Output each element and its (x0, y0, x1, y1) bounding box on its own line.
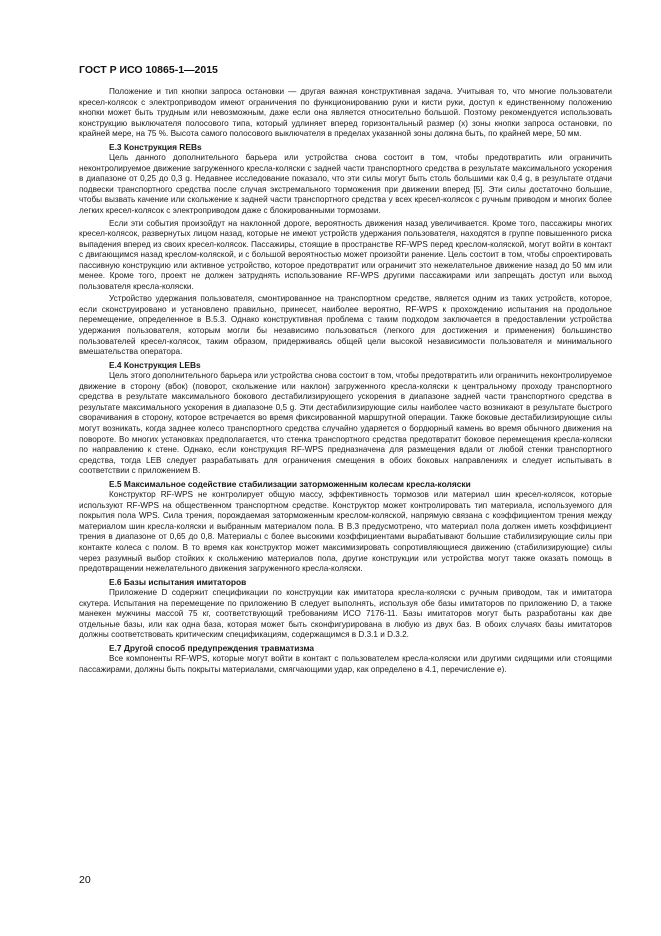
page-number: 20 (79, 874, 91, 886)
paragraph-e4-1: Цель этого дополнительного барьера или устройства снова состоит в том, чтобы предотвратить или ограничить неконтролируемое движение в сторону (вбок) (поворот, скольжение или наклон) загруженного кресла-коляски к центральному проходу транспортного средства в результате максимального бокового дестабилизирующего ускорения в диапазоне задней части транспортного средства в результате максимального ускорения в диапазоне 0,5 g. Эти дестабилизирующие силы наиболее часто возникают в результате быстрого сворачивания в сторону, которое встречается во время фиксированной маршрутной операции. Также боковые дестабилизирующие силы могут возникать, когда заднее колесо транспортного средства случайно ударяется о бордюрный камень во время обычного движения на повороте. Во многих установках предполагается, что стенка транспортного средства предотвратит боковое перемещения кресла-коляски по направлению к стене. Однако, если конструкция RF-WPS предназначена для размещения вдали от любой стенки транспортного средства, тогда LEB следует разрабатывать для ограничения смещения в обоих боковых направлениях и следует испытывать в соответствии с приложением В. (79, 371, 612, 476)
paragraph-e3-1: Цель данного дополнительного барьера или устройства снова состоит в том, чтобы предотвратить или ограничить неконтролируемое движение загруженного кресла-коляски с задней части транспортного средства в результате максимального ускорения в диапазоне от 0,25 до 0,3 g. Недавнее исследование показало, что эти силы могут быть столь большими как 0,4 g, в результате отдачи подвески транспортного средства после случая экстремального торможения при движении вперед [5]. Эти силы достаточно большие, чтобы вызвать качение или скольжение к задней части транспортного средства у всех кресел-колясок с ручным приводом и многих более легких кресел-колясок с электроприводом даже с блокированными тормозами. (79, 153, 612, 216)
paragraph-e5-1: Конструктор RF-WPS не контролирует общую массу, эффективность тормозов или материал шин кресел-колясок, которые используют RF-WPS на общественном транспортном средстве. Конструктор может контролировать тип материала, используемого для покрытия пола WPS. Сила трения, порождаемая заторможенным креслом-коляской, напрямую связана с коэффициентом трения между материалом шин кресла-коляски и выбранным материалом пола. В В.3 предусмотрено, что материал пола должен иметь коэффициент трения в диапазоне от 0,65 до 0,8. Материалы с более высокими коэффициентами вырабатывают большие стабилизирующие силы при контакте колеса с полом. В то время как конструктор может максимизировать сопротивляющиеся движению (стабилизирующие) силы через разумный выбор стойких к скольжению материалов пола, другие конструкции или устройства могут также оказать помощь в предотвращении нежелательного движения загруженного кресла-коляски. (79, 490, 612, 574)
document-header-title: ГОСТ Р ИСО 10865-1—2015 (79, 64, 218, 76)
section-heading-e4: Е.4 Конструкция LEBs (109, 359, 201, 370)
document-body (79, 87, 612, 678)
paragraph-e3-2: Если эти события произойдут на наклонной дороге, вероятность движения назад увеличивается. Кроме того, пассажиры многих кресел-колясок, развернутых лицом назад, которые не имеют устройств удержания пользователя, находятся в группе повышенного риска выпадения вперед из своих кресел-колясок. Пассажиры, стоящие в пространстве RF-WPS перед креслом-коляской, могут войти в контакт с двигающимся назад креслом-коляской, и с большой вероятностью может произойти ранение. Цель состоит в том, чтобы спроектировать пассивную конструкцию или активное устройство, которое предотвратит или ограничит это нежелательное движение назад до 50 мм или менее. Кроме того, проект не должен затруднять использование RF-WPS другими пассажирами или запрещать доступ или выход пользователя кресла-коляски. (79, 218, 612, 291)
paragraph-e3-3: Устройство удержания пользователя, смонтированное на транспортном средстве, является одним из таких устройств, которое, если сконструировано и установлено правильно, принесет, наиболее вероятно, RF-WPS к прохождению испытания на продольное перемещение, определенное в В.5.3. Однако конструктивная проблема с таким подходом заключается в предоставлении устройства удержания пользователя, которым могли бы независимо пользоваться (легкого для достижения и применения) большинство пользователей кресел-колясок, таким образом, придерживаясь общей цели высокой независимости пользователя и минимального вмешательства оператора. (79, 294, 612, 357)
paragraph-e6-1: Приложение D содержит спецификации по конструкции как имитатора кресла-коляски с ручным приводом, так и имитатора скутера. Испытания на перемещение по приложению В следует выполнять, используя обе базы имитаторов по приложению D, а также манекен мужчины массой 75 кг, соответствующий требованиям ИСО 7176-11. Базы имитаторов могут быть разработаны как две отдельные базы, или как одна база, которая может быть сконфигурирована в любую из двух баз. В обоих случаях базы имитаторов должны соответствовать критическим спецификациям, содержащимся в D.3.1 и D.3.2. (79, 588, 612, 640)
paragraph-intro: Положение и тип кнопки запроса остановки — другая важная конструктивная задача. Учитывая то, что многие пользователи кресел-колясок с электроприводом имеют ограничения по функционированию руки и кисти руки, доступ к единственному положению кнопки может быть трудным или невозможным, даже если она является относительно большой. Поэтому рекомендуется использовать конструкцию выключателя полосового типа, который удлиняет вперед горизонтальный размер (x) зоны кнопки запроса остановки, по крайней мере, на 75 %. Высота самого полосового выключателя в пределах указанной зоны должна быть, по крайней мере, 50 мм. (79, 87, 612, 139)
section-heading-e7: Е.7 Другой способ предупреждения травматизма (109, 642, 315, 653)
paragraph-e7-1: Все компоненты RF-WPS, которые могут войти в контакт с пользователем кресла-коляски или другими сидящими или стоящими пассажирами, должны быть покрыты материалами, смягчающими удар, как определено в 4.1, перечисление е). (79, 654, 612, 674)
section-heading-e5: Е.5 Максимальное содействие стабилизации заторможенным колесам кресла-коляски (109, 478, 471, 489)
section-heading-e6: Е.6 Базы испытания имитаторов (109, 576, 247, 587)
section-heading-e3: Е.3 Конструкция REBs (109, 141, 202, 152)
